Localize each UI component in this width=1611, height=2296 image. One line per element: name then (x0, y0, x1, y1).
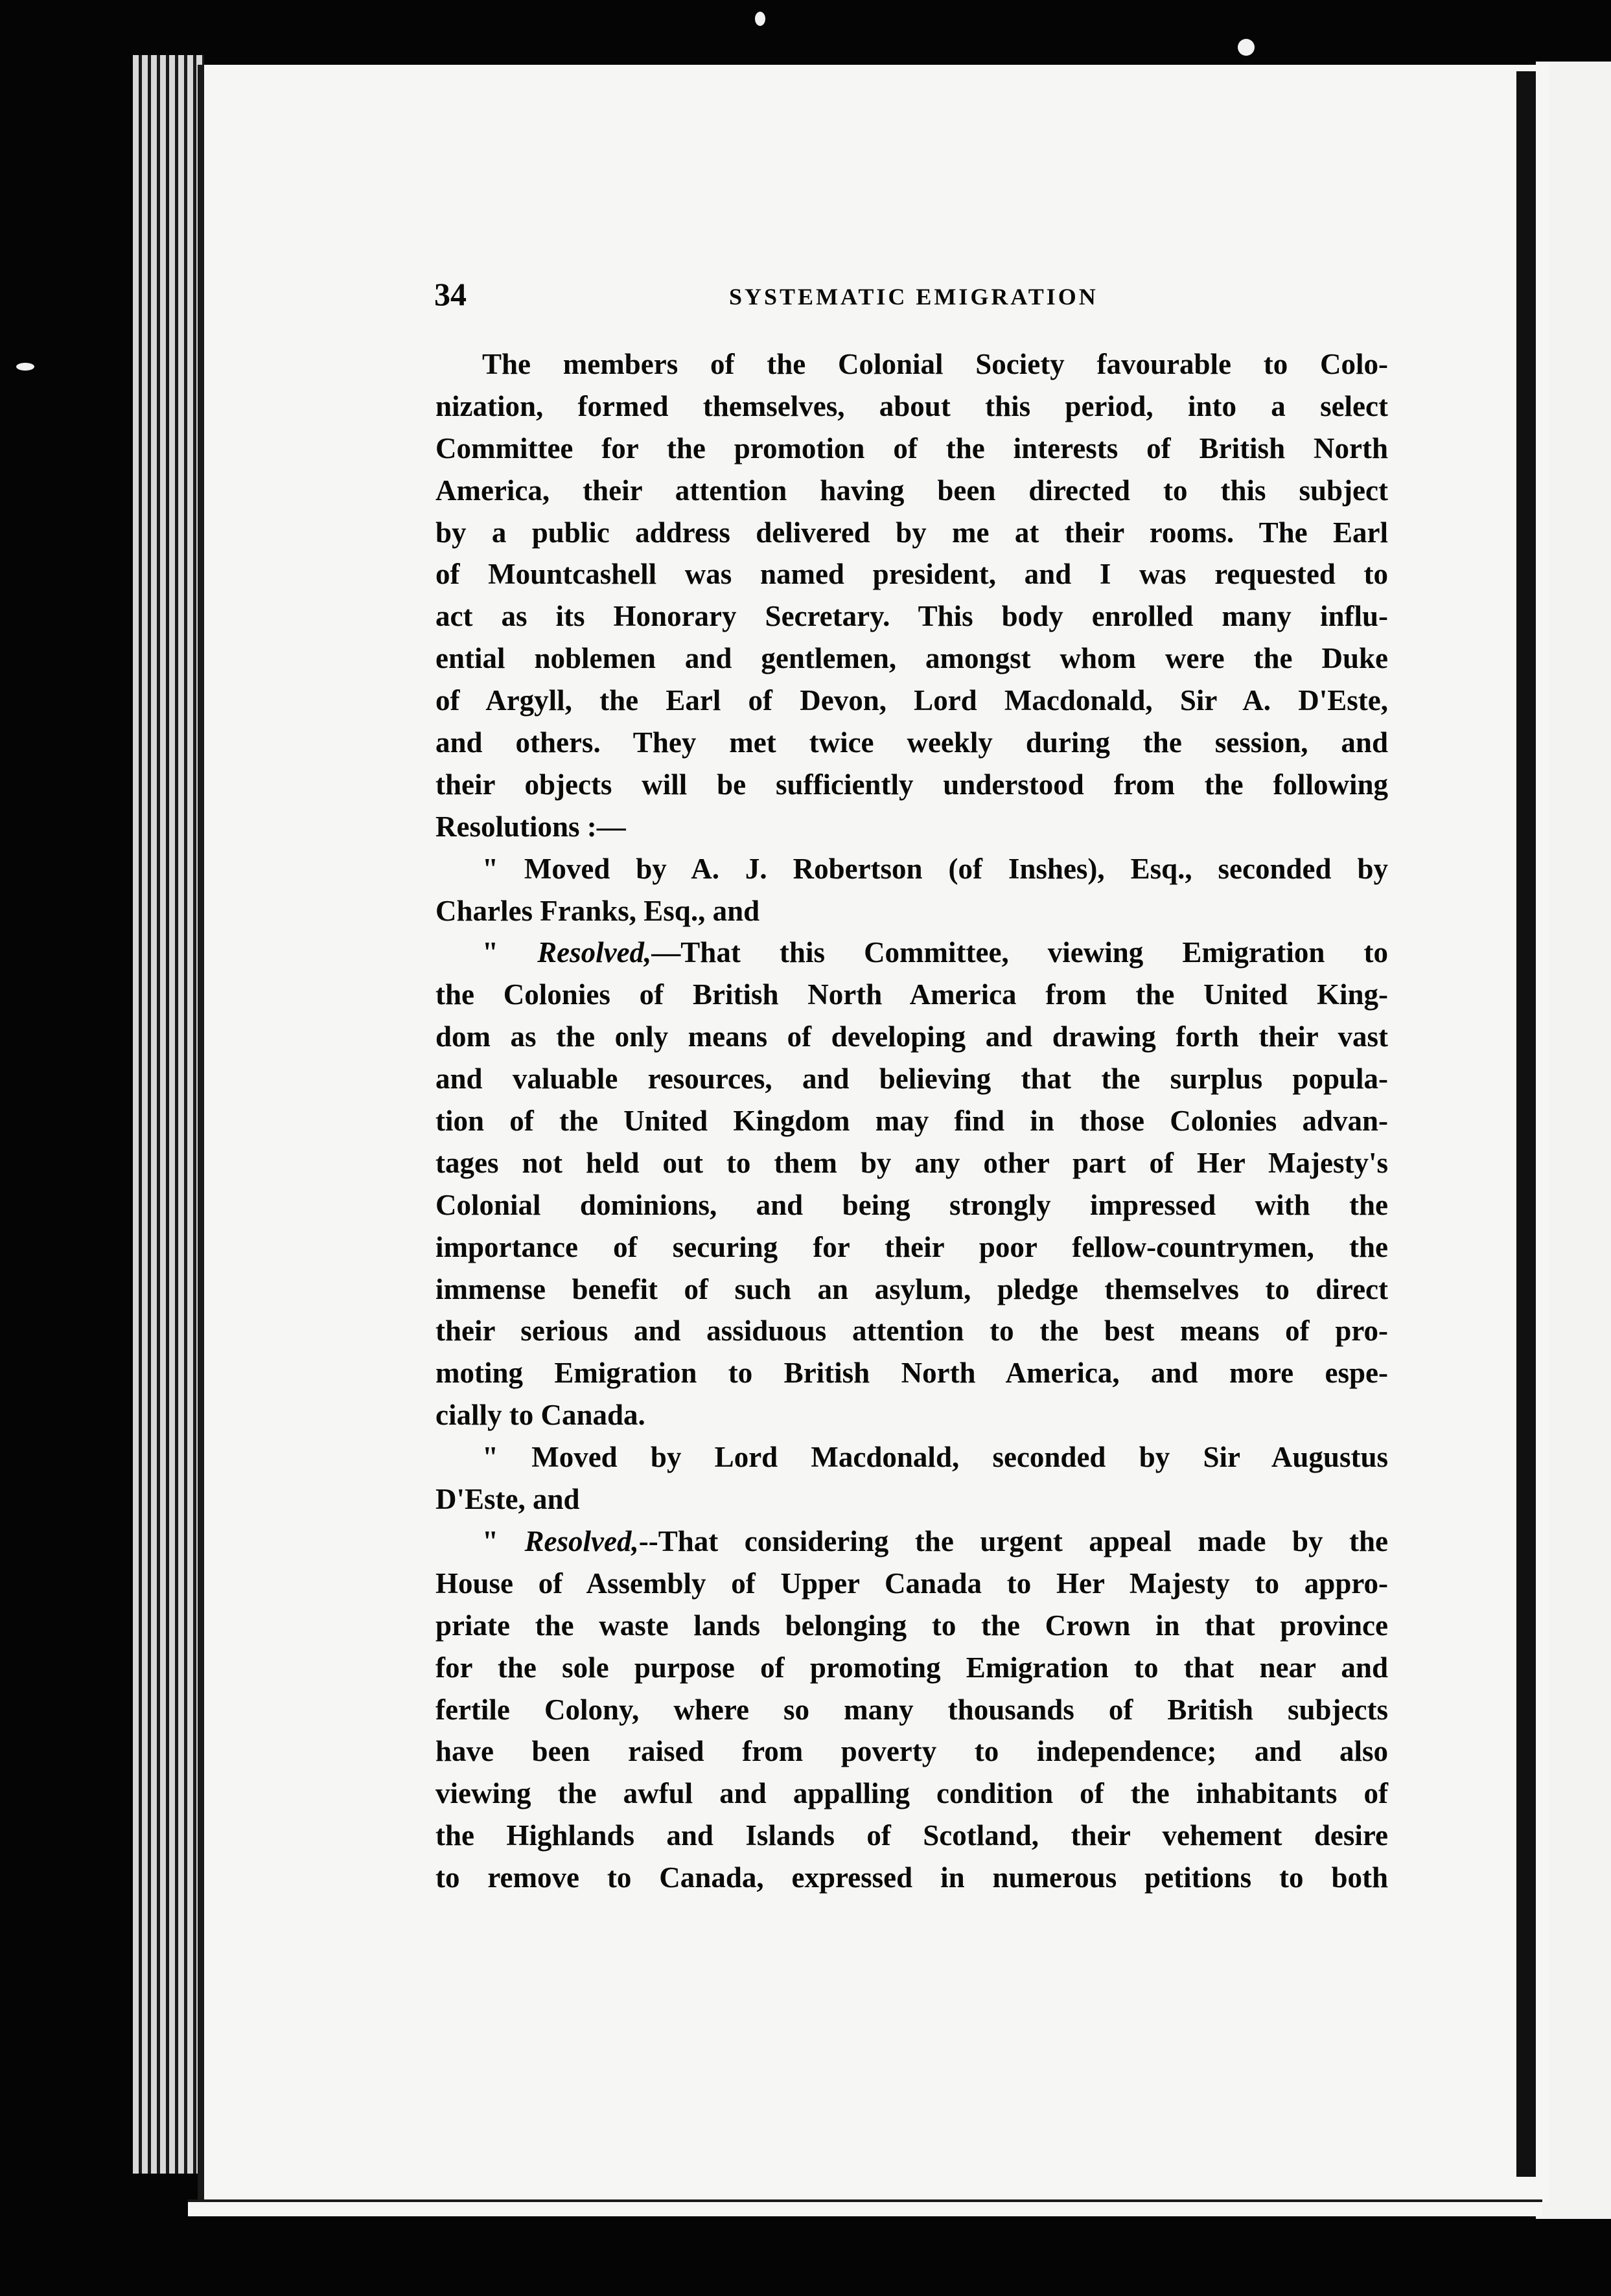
scan-speck (16, 363, 34, 371)
text-line: act as its Honorary Secretary. This body enrolled many influ- (435, 600, 1388, 633)
text-line: " Moved by Lord Macdonald, seconded by Sir Augustus (482, 1441, 1388, 1474)
text-line: by a public address delivered by me at their rooms. The Earl (435, 516, 1388, 549)
text-line: D'Este, and (435, 1483, 580, 1516)
text-line: America, their attention having been directed to this subject (435, 474, 1388, 507)
text-line: their objects will be sufficiently understood from the following (435, 768, 1388, 801)
text-line: House of Assembly of Upper Canada to Her Majesty to appro- (435, 1567, 1388, 1600)
text-line: priate the waste lands belonging to the Crown in that province (435, 1609, 1388, 1642)
page-bottom-edge (188, 2199, 1542, 2216)
text-line: fertile Colony, where so many thousands of British subjects (435, 1693, 1388, 1726)
text-line: and others. They met twice weekly during the session, and (435, 726, 1388, 759)
text-line: the Colonies of British North America from the United King- (435, 978, 1388, 1011)
running-head: SYSTEMATIC EMIGRATION (729, 284, 1098, 310)
text-line: for the sole purpose of promoting Emigration to that near and (435, 1651, 1388, 1684)
resolved-italic: Resolved, (537, 936, 652, 969)
text-line: tion of the United Kingdom may find in those Colonies advan- (435, 1105, 1388, 1138)
text-line: " Resolved,--That considering the urgent appeal made by the (482, 1524, 1389, 1557)
text-line: the Highlands and Islands of Scotland, their vehement desire (435, 1819, 1388, 1852)
text-line: and valuable resources, and believing that the surplus popula- (435, 1062, 1388, 1096)
resolved-italic: Resolved, (524, 1524, 639, 1557)
page-gutter (1516, 71, 1536, 2177)
text-line: tages not held out to them by any other part of Her Majesty's (435, 1146, 1388, 1179)
scan-speck (755, 12, 765, 26)
text-line: The members of the Colonial Society favourable to Colo- (482, 348, 1388, 380)
text-line: Charles Franks, Esq., and (435, 894, 760, 927)
text-line: importance of securing for their poor fellow-countrymen, the (435, 1230, 1388, 1263)
text-line: nization, formed themselves, about this period, into a select (435, 389, 1388, 422)
text-line: of Mountcashell was named president, and I was requested to (435, 558, 1388, 591)
text-line: " Resolved,—That this Committee, viewing Emigration to (482, 936, 1389, 969)
text-line: of Argyll, the Earl of Devon, Lord Macdonald, Sir A. D'Este, (435, 684, 1388, 717)
text-line: Colonial dominions, and being strongly impressed with the (435, 1188, 1388, 1221)
text-line: cially to Canada. (435, 1399, 645, 1432)
text-line: moting Emigration to British North America, and more espe- (435, 1357, 1388, 1390)
page-header (434, 275, 1445, 327)
page-number: 34 (434, 276, 467, 312)
text-line: immense benefit of such an asylum, pledge themselves to direct (435, 1272, 1388, 1305)
text-line: to remove to Canada, expressed in numerous petitions to both (435, 1861, 1388, 1894)
book-edges (133, 55, 204, 2174)
text-line: ential noblemen and gentlemen, amongst whom were the Duke (435, 642, 1388, 675)
text-line: their serious and assiduous attention to the best means of pro- (435, 1314, 1388, 1348)
text-line: " Moved by A. J. Robertson (of Inshes), Esq., seconded by (482, 852, 1388, 885)
scan-speck (1238, 39, 1255, 56)
body-text (435, 343, 1388, 1899)
text-line: viewing the awful and appalling condition of the inhabitants of (435, 1777, 1388, 1810)
text-line: have been raised from poverty to independence; and also (435, 1735, 1388, 1768)
text-line: Resolutions :— (435, 810, 626, 843)
text-line: Committee for the promotion of the interests of British North (435, 431, 1388, 465)
text-line: dom as the only means of developing and drawing forth their vast (435, 1020, 1388, 1053)
